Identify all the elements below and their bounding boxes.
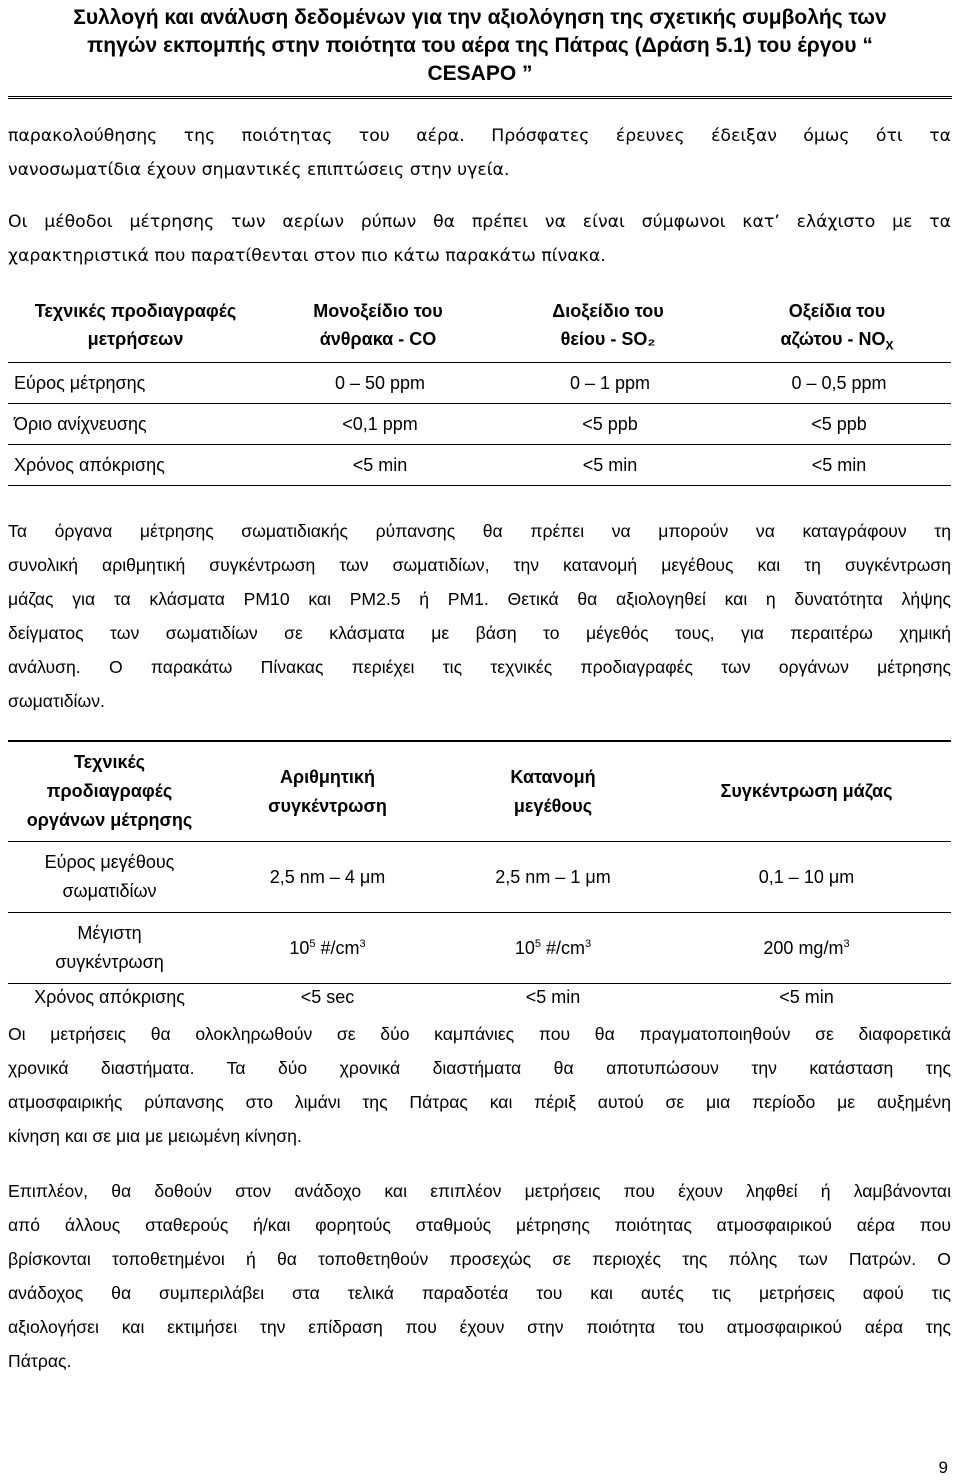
paragraph-line: χαρακτηριστικά που παρατίθενται στον πιο κάτω παρακάτω πίνακα. (8, 246, 606, 266)
table-cell: <5 min (493, 444, 723, 485)
paragraph-line: συνολική αριθμητική συγκέντρωση των σωματιδίων, την κατανομή μεγέθους και τη συγκέντρωση (8, 555, 951, 575)
table-cell: <5 min (723, 444, 951, 485)
table-header-cell: Αριθμητική συγκέντρωση (211, 741, 444, 842)
table-cell: 2,5 nm – 1 μm (444, 842, 662, 913)
paragraph-line: αξιολογήσει και εκτιμήσει την επίδραση που έχουν στην ποιότητα του ατμοσφαιρικού αέρα της (8, 1317, 951, 1337)
table-cell: 2,5 nm – 4 μm (211, 842, 444, 913)
paragraph-intro (8, 119, 951, 187)
table-cell: Όριο ανίχνευσης (8, 403, 263, 444)
header-title-line-3: CESAPO ” (427, 62, 533, 85)
paragraph-line: Πάτρας. (8, 1351, 72, 1371)
table-cell: $10^5$ $\#/cm^3$ (444, 913, 662, 984)
table-row (8, 444, 951, 485)
table-row (8, 842, 951, 913)
gas-specs-table (8, 293, 951, 486)
paragraph-line: ανάδοχος θα συμπεριλάβει στα τελικά παραδοτέα του και αυτές τις μετρήσεις αφού τις (8, 1283, 951, 1303)
table-header-cell: Κατανομή μεγέθους (444, 741, 662, 842)
table-header-cell: Μονοξείδιο του άνθρακα - CO (263, 293, 493, 362)
paragraph-gas-methods (8, 205, 951, 273)
table-cell: Μέγιστη συγκέντρωση (8, 913, 211, 984)
table-cell: Εύρος μεγέθους σωματιδίων (8, 842, 211, 913)
paragraph-line: κίνηση και σε μια με μειωμένη κίνηση. (8, 1126, 302, 1146)
table-cell: 0,1 – 10 μm (662, 842, 951, 913)
header-title-line-2: πηγών εκπομπής στην ποιότητα του αέρα της Πάτρας (Δράση 5.1) του έργου “ (87, 34, 873, 57)
table-cell: <5 ppb (723, 403, 951, 444)
particle-specs-table (8, 740, 951, 1010)
table-row (8, 984, 951, 1011)
paragraph-additional-measurements (8, 1174, 951, 1378)
header-title-line-1: Συλλογή και ανάλυση δεδομένων για την αξιολόγηση της σχετικής συμβολής των (73, 6, 887, 29)
paragraph-line: Οι μέθοδοι μέτρησης των αερίων ρύπων θα πρέπει να είναι σύμφωνοι κατ’ ελάχιστο με τα (8, 212, 951, 232)
table-cell: 0 – 50 ppm (263, 362, 493, 403)
paragraph-line: Επιπλέον, θα δοθούν στον ανάδοχο και επιπλέον μετρήσεις που έχουν ληφθεί ή λαμβάνονται (8, 1181, 951, 1201)
paragraph-line: σωματιδίων. (8, 691, 105, 711)
paragraph-line: νανοσωματίδια έχουν σημαντικές επιπτώσεις στην υγεία. (8, 160, 510, 180)
table-header-cell: Τεχνικές προδιαγραφές οργάνων μέτρησης (8, 741, 211, 842)
paragraph-particle-instruments (8, 514, 951, 718)
table-header-cell: Συγκέντρωση μάζας (662, 741, 951, 842)
table-header-cell: Διοξείδιο του θείου - SO₂ (493, 293, 723, 362)
table-cell: 0 – 1 ppm (493, 362, 723, 403)
table-cell: <5 sec (211, 984, 444, 1011)
table-header-cell: Οξείδια του αζώτου - $NO_X$ (723, 293, 951, 362)
table-header-row (8, 741, 951, 842)
table-row (8, 913, 951, 984)
paragraph-line: μάζας για τα κλάσματα PM10 και PM2.5 ή PM1. Θετικά θα αξιολογηθεί και η δυνατότητα λήψης (8, 589, 951, 609)
paragraph-line: ανάλυση. Ο παρακάτω Πίνακας περιέχει τις τεχνικές προδιαγραφές των οργάνων μέτρησης (8, 657, 951, 677)
header-divider (8, 96, 952, 99)
paragraph-line: βρίσκονται τοποθετημένοι ή θα τοποθετηθούν προσεχώς σε περιοχές της πόλης των Πατρών. Ο (8, 1249, 951, 1269)
document-header (0, 4, 960, 88)
paragraph-line: Τα όργανα μέτρησης σωματιδιακής ρύπανσης θα πρέπει να μπορούν να καταγράφουν τη (8, 521, 951, 541)
table-cell: <0,1 ppm (263, 403, 493, 444)
paragraph-line: Οι μετρήσεις θα ολοκληρωθούν σε δύο καμπάνιες που θα πραγματοποιηθούν σε διαφορετικά (8, 1024, 951, 1044)
page-number: 9 (938, 1458, 948, 1477)
table-cell: Χρόνος απόκρισης (8, 984, 211, 1011)
table-cell: <5 min (662, 984, 951, 1011)
table-cell: <5 ppb (493, 403, 723, 444)
paragraph-line: δείγματος των σωματιδίων σε κλάσματα με βάση το μέγεθός τους, για περαιτέρω χημική (8, 623, 951, 643)
paragraph-campaigns (8, 1017, 951, 1153)
table-cell: 200 $mg/m^3$ (662, 913, 951, 984)
table-cell: 0 – 0,5 ppm (723, 362, 951, 403)
table-row (8, 362, 951, 403)
paragraph-line: χρονικά διαστήματα. Τα δύο χρονικά διαστήματα θα αποτυπώσουν την κατάσταση της (8, 1058, 951, 1078)
paragraph-line: ατμοσφαιρικής ρύπανσης στο λιμάνι της Πάτρας και πέριξ αυτού σε μια περίοδο με αυξημένη (8, 1092, 951, 1112)
table-cell: <5 min (263, 444, 493, 485)
table-cell: Εύρος μέτρησης (8, 362, 263, 403)
table-header-cell: Τεχνικές προδιαγραφές μετρήσεων (8, 293, 263, 362)
table-cell: $10^5$ $\#/cm^3$ (211, 913, 444, 984)
paragraph-line: από άλλους σταθερούς ή/και φορητούς σταθμούς μέτρησης ποιότητας ατμοσφαιρικού αέρα που (8, 1215, 951, 1235)
table-cell: <5 min (444, 984, 662, 1011)
table-cell: Χρόνος απόκρισης (8, 444, 263, 485)
table-header-row (8, 293, 951, 362)
table-row (8, 403, 951, 444)
paragraph-line: παρακολούθησης της ποιότητας του αέρα. Πρόσφατες έρευνες έδειξαν όμως ότι τα (8, 126, 951, 146)
